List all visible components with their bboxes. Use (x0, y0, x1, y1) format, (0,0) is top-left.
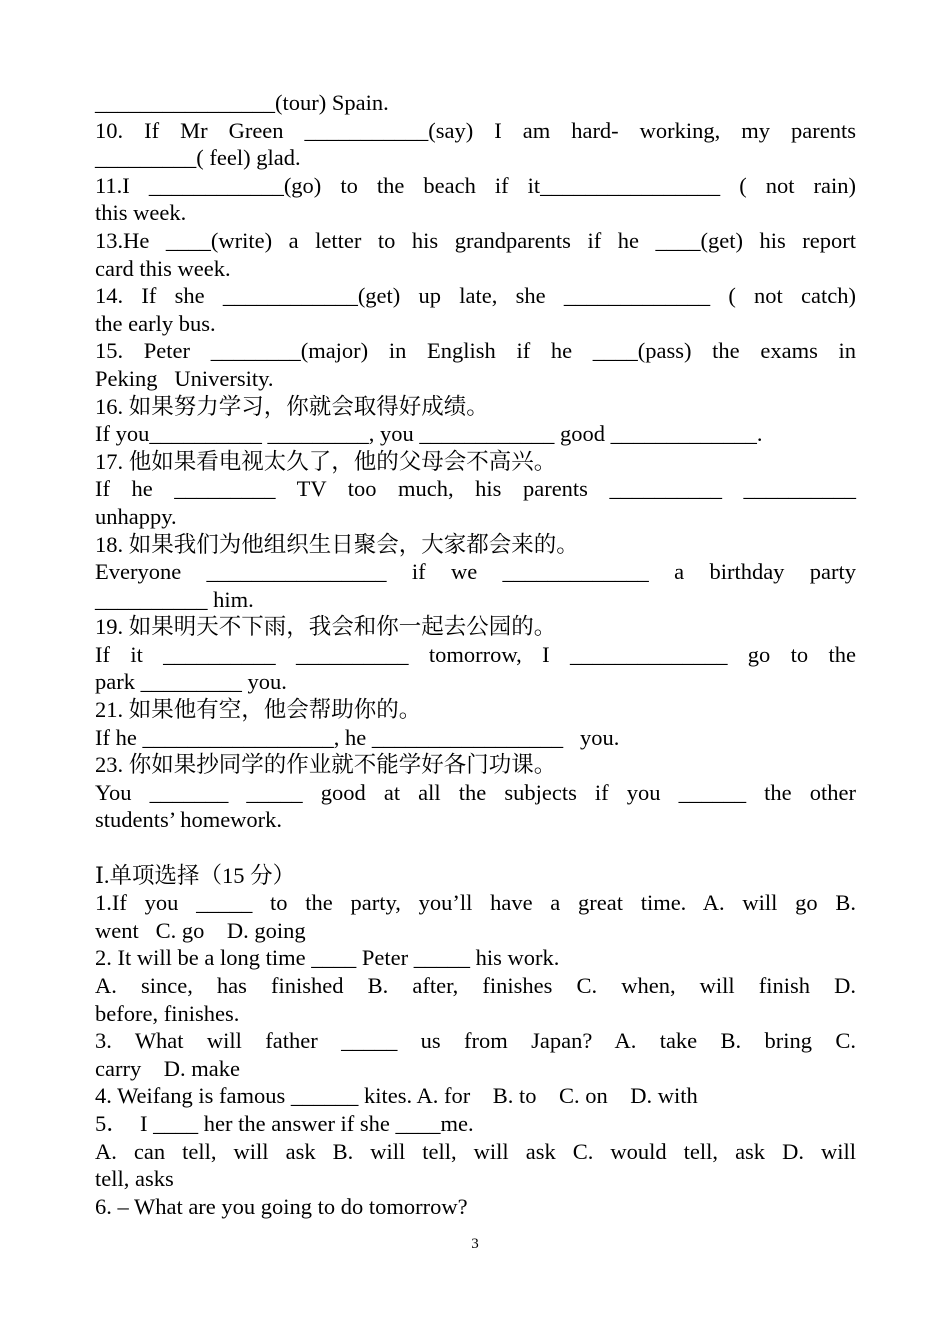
text-line: 16. 如果努力学习，你就会取得好成绩。 (95, 393, 489, 419)
text-line: park _________ you. (95, 669, 287, 695)
text-line: 13.He ____(write) a letter to his grandparents if he ____(get) his report (95, 227, 856, 253)
text-line: 18. 如果我们为他组织生日聚会，大家都会来的。 (95, 531, 579, 557)
text-line: _________( feel) glad. (95, 145, 301, 171)
text-line: You _______ _____ good at all the subjects if you ______ the other (95, 779, 856, 805)
text-line: 4. Weifang is famous ______ kites. A. for B. to C. on D. with (95, 1083, 698, 1109)
text-line: __________ him. (95, 586, 254, 612)
text-line: Peking University. (95, 365, 274, 391)
text-line: 11.I ____________(go) to the beach if it________________ ( not rain) (95, 172, 856, 198)
text-line: If you__________ _________, you ____________ good _____________. (95, 421, 763, 447)
text-line: Ⅰ.单项选择（15 分） (95, 862, 296, 888)
text-line: 14. If she ____________(get) up late, she _____________ ( not catch) (95, 283, 856, 309)
text-line: 3. What will father _____ us from Japan? A. take B. bring C. (95, 1028, 856, 1054)
text-line: 6. – What are you going to do tomorrow? (95, 1193, 468, 1219)
worksheet-body (95, 89, 856, 1220)
text-line: 15. Peter ________(major) in English if he ____(pass) the exams in (95, 338, 856, 364)
text-line: 2. It will be a long time ____ Peter _____ his work. (95, 945, 560, 971)
text-line: 5． I ____ her the answer if she ____me. (95, 1110, 474, 1136)
text-line: before, finishes. (95, 1000, 240, 1026)
text-line: students’ homework. (95, 807, 283, 833)
text-line: A. since, has finished B. after, finishes C. when, will finish D. (95, 973, 856, 998)
text-line: If he _________________, he _________________ you. (95, 724, 620, 750)
text-line: 19. 如果明天不下雨，我会和你一起去公园的。 (95, 614, 557, 640)
text-line: 23. 你如果抄同学的作业就不能学好各门功课。 (95, 752, 557, 778)
text-line: unhappy. (95, 503, 177, 529)
text-line: carry D. make (95, 1055, 240, 1081)
text-line: tell, asks (95, 1166, 174, 1192)
blank-line (95, 834, 856, 862)
text-line: A. can tell, will ask B. will tell, will ask C. would tell, ask D. will (95, 1138, 856, 1164)
text-line: card this week. (95, 255, 231, 281)
text-line: 1.If you _____ to the party, you’ll have a great time. A. will go B. (95, 890, 856, 916)
text-line: 10. If Mr Green ___________(say) I am hard- working, my parents (95, 117, 856, 143)
text-line: this week. (95, 200, 187, 226)
text-line: Everyone ________________ if we _____________ a birthday party (95, 559, 856, 585)
text-line: If he _________ TV too much, his parents __________ __________ (95, 476, 856, 502)
text-line: the early bus. (95, 310, 216, 336)
text-line: 21. 如果他有空，他会帮助你的。 (95, 697, 422, 723)
text-line: If it __________ __________ tomorrow, I ______________ go to the (95, 641, 856, 667)
text-line: went C. go D. going (95, 917, 306, 943)
page-number: 3 (471, 1236, 479, 1252)
text-line: ________________(tour) Spain. (95, 90, 389, 115)
text-line: 17. 他如果看电视太久了，他的父母会不高兴。 (95, 448, 557, 474)
